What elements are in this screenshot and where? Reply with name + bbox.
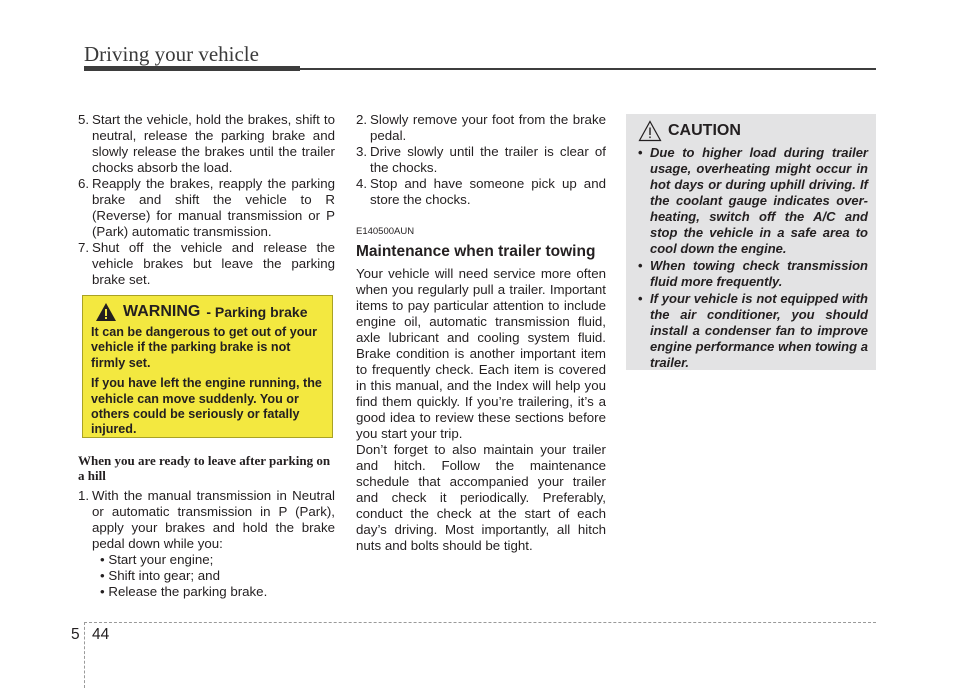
warning-subtitle: - Parking brake xyxy=(206,304,308,320)
caution-text: If your vehicle is not equipped with the air conditioner, you should install a condenser fan to improve engine performance when towing a trailer. xyxy=(650,291,868,370)
section-code: E140500AUN xyxy=(356,226,415,237)
caution-text: Due to higher load during trailer usage, overheating might occur in hot days or during uphill driving. If the coolant gauge indicates over-heating, switch off the A/C and stop the vehicle in a safe area to cool down the engine. xyxy=(650,145,868,256)
caution-box xyxy=(626,114,876,370)
step-text: Slowly remove your foot from the brake pedal. xyxy=(370,112,606,143)
page-number: 44 xyxy=(92,626,110,643)
warning-title: WARNING xyxy=(123,303,201,320)
step-6 xyxy=(78,176,335,240)
step-text: Start the vehicle, hold the brakes, shift to neutral, release the parking brake and slowly release the brakes until the trailer chocks absorb the load. xyxy=(92,112,335,175)
caution-triangle-icon xyxy=(638,120,662,142)
body-paragraph: Don’t forget to also maintain your trailer and hitch. Follow the maintenance schedule that accompanied your trailer and check it periodically. Preferably, conduct the check at the start of each day’s driving. Most importantly, all hitch nuts and bolts should be tight. xyxy=(356,442,606,553)
bullet-item: • Release the parking brake. xyxy=(100,584,268,599)
hill-section xyxy=(78,453,335,600)
warning-header xyxy=(95,302,324,322)
left-column xyxy=(78,112,335,288)
step-number: 6. xyxy=(78,176,90,191)
caution-header xyxy=(638,120,868,142)
bullet-dot: • xyxy=(638,291,643,306)
footer-divider xyxy=(84,622,86,688)
bullet-item: • Shift into gear; and xyxy=(100,568,220,583)
step-4 xyxy=(356,176,606,208)
step-text: With the manual transmission in Neutral or automatic transmission in P (Park), apply your brakes and hold the brake pedal down while you: xyxy=(92,488,335,551)
caution-item xyxy=(638,258,868,290)
caution-item xyxy=(638,291,868,371)
header-rule-thick xyxy=(84,66,300,71)
step-text: Stop and have someone pick up and store the chocks. xyxy=(370,176,606,207)
step-text: Reapply the brakes, reapply the parking brake and shift the vehicle to R (Reverse) for manual transmission or P (Park) automatic transmission. xyxy=(92,176,335,239)
step-number: 5. xyxy=(78,112,90,127)
step-5 xyxy=(78,112,335,176)
warning-paragraph: If you have left the engine running, the vehicle can move suddenly. You or others could be seriously or fatally injured. xyxy=(91,376,322,437)
header-rule-thin xyxy=(300,68,876,70)
step-number: 7. xyxy=(78,240,90,255)
warning-paragraph: It can be dangerous to get out of your vehicle if the parking brake is not firmly set. xyxy=(91,325,317,370)
bullet-dot: • xyxy=(638,145,643,160)
hill-step-1 xyxy=(78,488,335,552)
bullet-dot: • xyxy=(638,258,643,273)
header-title: Driving your vehicle xyxy=(84,42,259,66)
header-rule xyxy=(84,66,876,71)
section-title: Maintenance when trailer towing xyxy=(356,243,596,260)
step-7 xyxy=(78,240,335,288)
step-number: 3. xyxy=(356,144,368,159)
caution-text: When towing check transmission fluid more frequently. xyxy=(650,258,868,289)
section-number: 5 xyxy=(71,626,80,643)
caution-title: CAUTION xyxy=(668,122,741,139)
step-number: 2. xyxy=(356,112,368,127)
step-text: Shut off the vehicle and release the vehicle brakes but leave the parking brake set. xyxy=(92,240,335,287)
step-text: Drive slowly until the trailer is clear of the chocks. xyxy=(370,144,606,175)
step-number: 1. xyxy=(78,488,90,503)
step-2 xyxy=(356,112,606,144)
body-paragraph: Your vehicle will need service more often when you regularly pull a trailer. Important items to pay particular attention to include engine oil, automatic transmission fluid, axle lubricant and cooling system fluid. Brake condition is another important item to frequently check. Each item is covered in this manual, and the Index will help you find them quickly. If you’re trailering, it’s a good idea to review these sections before you start your trip. xyxy=(356,266,606,441)
footer-rule xyxy=(84,622,876,624)
caution-item xyxy=(638,145,868,257)
warning-box xyxy=(82,295,333,438)
step-number: 4. xyxy=(356,176,368,191)
warning-triangle-icon xyxy=(95,302,117,322)
step-3 xyxy=(356,144,606,176)
bullet-item: • Start your engine; xyxy=(100,552,214,567)
middle-column xyxy=(356,112,606,554)
hill-heading: When you are ready to leave after parking on a hill xyxy=(78,453,331,483)
